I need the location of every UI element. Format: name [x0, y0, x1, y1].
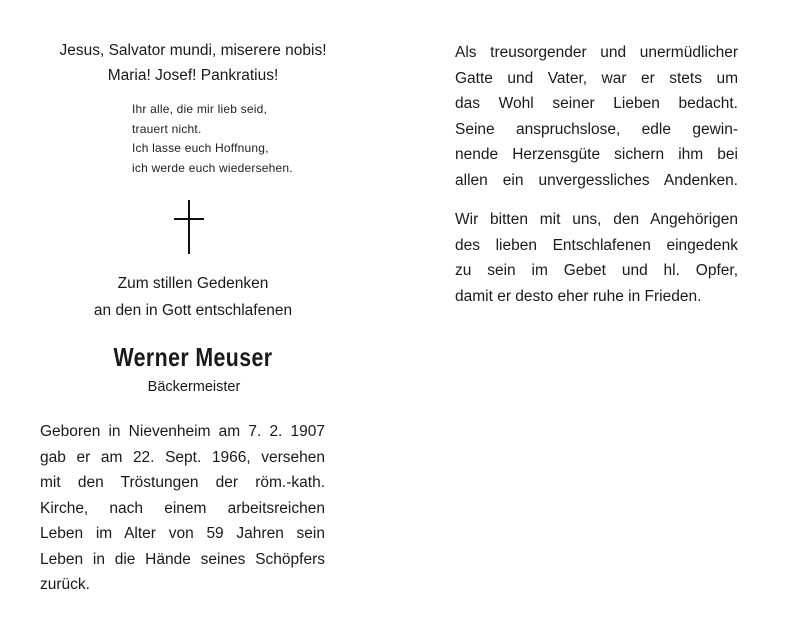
prayer-paragraph: [455, 207, 738, 309]
cross-horizontal-bar: [174, 218, 204, 220]
deceased-name: Werner Meuser: [113, 342, 273, 372]
biography-line: Leben in die Hände seines Schöpfers: [40, 550, 325, 568]
biography-line: mit den Tröstungen der röm.-kath.: [40, 474, 325, 491]
tribute-line: das Wohl seiner Lieben bedacht.: [455, 95, 738, 112]
prayer-line: Wir bitten mit uns, den Angehörigen: [455, 211, 738, 228]
tribute-paragraph: [455, 40, 738, 193]
biography-line: Kirche, nach einem arbeitsreichen: [40, 499, 325, 517]
tribute-line: allen ein unvergessliches Andenken.: [455, 171, 738, 189]
memorial-line: an den in Gott entschlafenen: [93, 302, 293, 319]
verse-line: Ihr alle, die mir lieb seid,: [132, 102, 267, 116]
biography-line: gab er am 22. Sept. 1966, versehen: [40, 448, 325, 466]
verse-line: ich werde euch wiedersehen.: [132, 160, 293, 175]
tribute-line: Gatte und Vater, war er stets um: [455, 69, 738, 87]
verse-line: Ich lasse euch Hoffnung,: [132, 141, 269, 155]
invocation-line: Maria! Josef! Pankratius!: [107, 67, 279, 84]
memorial-line: Zum stillen Gedenken: [117, 275, 269, 292]
prayer-line: des lieben Entschlafenen eingedenk: [455, 236, 738, 254]
left-panel: [40, 38, 340, 598]
biography-line: Geboren in Nievenheim am 7. 2. 1907: [40, 423, 325, 440]
tribute-line: nende Herzensgüte sichern ihm bei: [455, 146, 738, 163]
prayer-line: zu sein im Gebet und hl. Opfer,: [455, 262, 738, 279]
cross-vertical-bar: [188, 200, 190, 254]
biography-line: Leben im Alter von 59 Jahren sein: [40, 525, 325, 542]
tribute-line: Als treusorgender und unermüdlicher: [455, 44, 738, 61]
profession: Bäckermeister: [147, 379, 241, 395]
memorial-heading: [46, 270, 340, 324]
tribute-line: Seine anspruchslose, edle gewin-: [455, 120, 738, 138]
verse: [132, 100, 340, 178]
invocation: [46, 38, 340, 88]
cross-icon: [40, 198, 340, 264]
invocation-line: Jesus, Salvator mundi, miserere nobis!: [59, 42, 327, 59]
biography-line: zurück.: [40, 576, 90, 593]
biography: [40, 419, 325, 598]
prayer-line: damit er desto eher ruhe in Frieden.: [455, 287, 702, 305]
right-panel: [455, 40, 738, 309]
verse-line: trauert nicht.: [132, 121, 202, 136]
